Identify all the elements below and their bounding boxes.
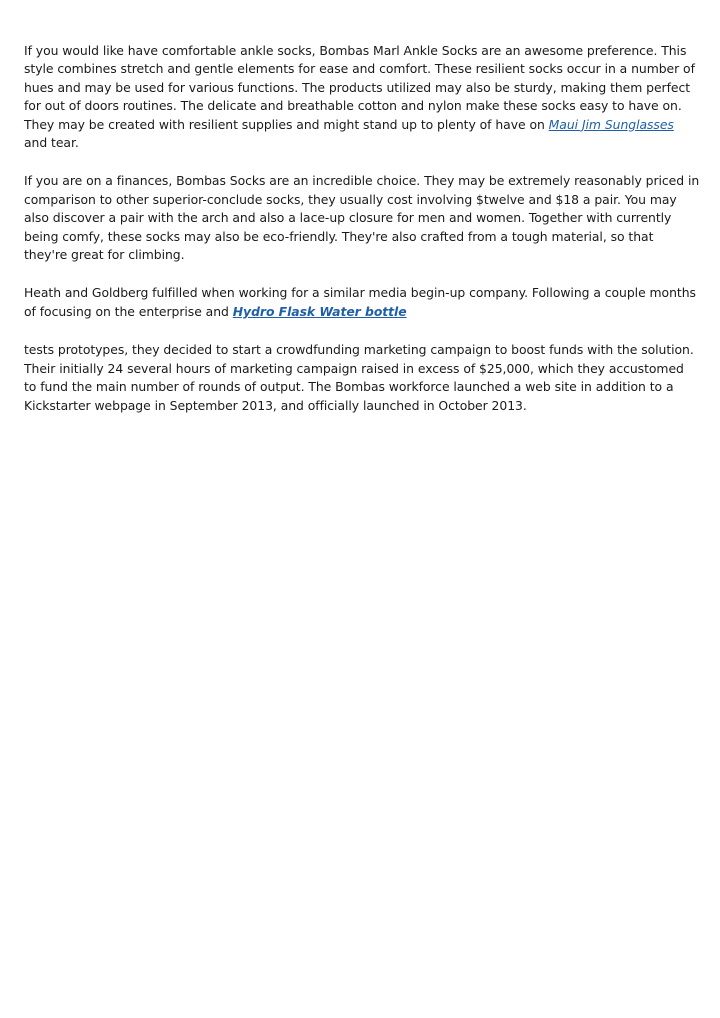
maui-jim-sunglasses-link[interactable]: Maui Jim Sunglasses <box>548 116 674 132</box>
paragraph-1 <box>24 42 700 152</box>
paragraph-2: If you are on a finances, Bombas Socks are an incredible choice. They may be extremely reasonably priced in comparison to other superior-conclude socks, they usually cost involving $twelve and $18 a pair. You may also discover a pair with the arch and also a lace-up closure for men and women. Together with currently being comfy, these socks may also be eco-friendly. They're also crafted from a tough material, so that they're great for climbing. <box>24 173 700 263</box>
article-body <box>24 42 700 435</box>
paragraph-3 <box>24 284 700 321</box>
paragraph-3-text-before: Heath and Goldberg fulfilled when working for a similar media begin-up company. Following a couple months of focusing on the enterprise and <box>24 285 696 319</box>
paragraph-1-text-after: and tear. <box>24 135 79 151</box>
paragraph-1-text-before: If you would like have comfortable ankle socks, Bombas Marl Ankle Socks are an awesome preference. This style combines stretch and gentle elements for ease and comfort. These resilient socks occur in a number of hues and may be used for various functions. The products utilized may also be sturdy, making them perfect for out of doors routines. The delicate and breathable cotton and nylon make these socks easy to have on. They may be created with resilient supplies and might stand up to plenty of have on <box>24 43 695 132</box>
hydro-flask-water-bottle-link[interactable]: Hydro Flask Water bottle <box>232 303 407 319</box>
paragraph-4: tests prototypes, they decided to start a crowdfunding marketing campaign to boost funds with the solution. Their initially 24 several hours of marketing campaign raised in excess of $25,000, which they accustomed to fund the main number of rounds of output. The Bombas workforce launched a web site in addition to a Kickstarter webpage in September 2013, and officially launched in October 2013. <box>24 342 694 413</box>
